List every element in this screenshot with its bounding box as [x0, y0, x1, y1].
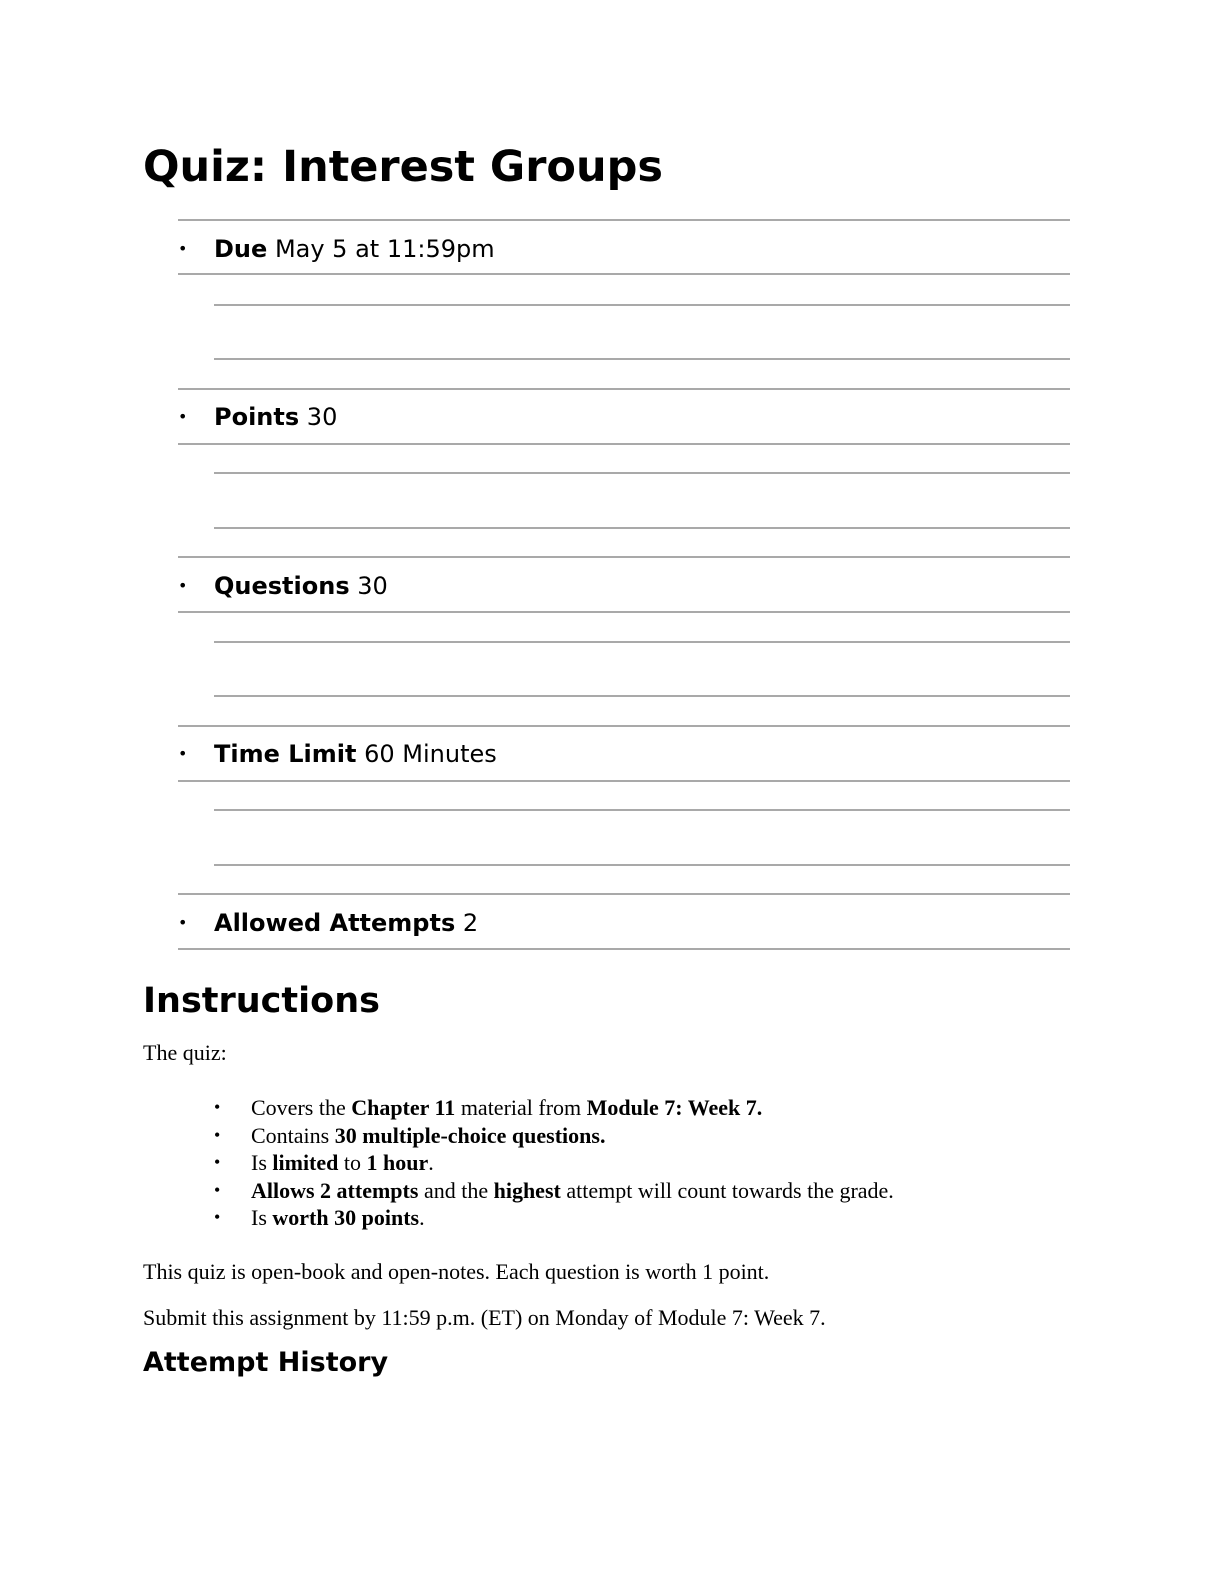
detail-points	[178, 402, 1070, 432]
divider	[178, 893, 1070, 895]
divider	[178, 948, 1070, 950]
detail-time-limit-value: 60 Minutes	[364, 740, 497, 768]
bullet-icon: •	[178, 576, 188, 595]
divider	[178, 556, 1070, 558]
list-item-part: Covers the	[251, 1095, 352, 1120]
instructions-intro: The quiz:	[143, 1040, 227, 1065]
detail-allowed-attempts	[178, 908, 1070, 938]
list-item-part: Chapter 11	[351, 1095, 456, 1120]
bullet-icon: •	[214, 1124, 221, 1145]
divider	[214, 641, 1070, 643]
list-item-part: Module 7: Week 7.	[586, 1095, 763, 1120]
list-item-part: to	[338, 1150, 367, 1175]
list-item	[214, 1122, 894, 1150]
list-item-part: .	[428, 1150, 434, 1175]
detail-time-limit	[178, 739, 1070, 769]
submission-deadline: Submit this assignment by 11:59 p.m. (ET) on Monday of Module 7: Week 7.	[143, 1305, 826, 1330]
list-item-part: Is	[251, 1205, 273, 1230]
divider	[178, 780, 1070, 782]
list-item-part: material from	[455, 1095, 587, 1120]
detail-due	[178, 234, 1070, 264]
divider	[214, 864, 1070, 866]
detail-time-limit-label: Time Limit	[214, 740, 357, 768]
list-item-part: highest	[493, 1177, 561, 1203]
open-book-note: This quiz is open-book and open-notes. Each question is worth 1 point.	[143, 1259, 770, 1284]
bullet-icon: •	[214, 1207, 221, 1227]
list-item-part: Allows 2 attempts	[251, 1177, 419, 1203]
detail-due-label: Due	[214, 235, 268, 263]
detail-allowed-attempts-label: Allowed Attempts	[214, 909, 456, 937]
bullet-icon: •	[178, 913, 188, 932]
list-item-part: 30 multiple-choice questions.	[334, 1122, 606, 1148]
bullet-icon: •	[214, 1097, 221, 1117]
list-item-part: 1 hour	[366, 1150, 429, 1175]
detail-due-value: May 5 at 11:59pm	[274, 235, 495, 263]
divider	[178, 611, 1070, 613]
list-item-part: attempt will count towards the grade.	[560, 1177, 894, 1203]
divider	[214, 695, 1070, 697]
divider	[178, 443, 1070, 445]
list-item-part: and the	[418, 1177, 494, 1203]
bullet-icon: •	[178, 239, 188, 258]
attempt-history-heading: Attempt History	[143, 1347, 389, 1378]
list-item-part: .	[419, 1205, 425, 1230]
divider	[214, 304, 1070, 306]
detail-questions	[178, 571, 1070, 601]
bullet-icon: •	[178, 407, 188, 426]
list-item-part: Contains	[251, 1122, 335, 1148]
instructions-heading: Instructions	[143, 981, 380, 1021]
divider	[214, 358, 1070, 360]
list-item	[214, 1204, 894, 1232]
list-item	[214, 1177, 894, 1205]
list-item	[214, 1149, 894, 1177]
detail-points-value: 30	[306, 403, 338, 431]
list-item-part: worth 30 points	[272, 1205, 420, 1230]
instructions-list	[214, 1094, 894, 1232]
detail-allowed-attempts-value: 2	[462, 909, 479, 937]
detail-questions-label: Questions	[214, 572, 350, 600]
page-title: Quiz: Interest Groups	[143, 142, 663, 192]
divider	[178, 388, 1070, 390]
list-item-part: limited	[272, 1150, 339, 1175]
list-item	[214, 1094, 894, 1122]
divider	[214, 809, 1070, 811]
detail-points-label: Points	[214, 403, 300, 431]
detail-questions-value: 30	[357, 572, 388, 600]
divider	[214, 527, 1070, 529]
divider	[178, 725, 1070, 727]
divider	[178, 273, 1070, 275]
divider	[214, 472, 1070, 474]
bullet-icon: •	[214, 1179, 221, 1200]
divider	[178, 219, 1070, 221]
bullet-icon: •	[178, 744, 188, 763]
list-item-part: Is	[251, 1150, 273, 1175]
bullet-icon: •	[214, 1152, 221, 1172]
